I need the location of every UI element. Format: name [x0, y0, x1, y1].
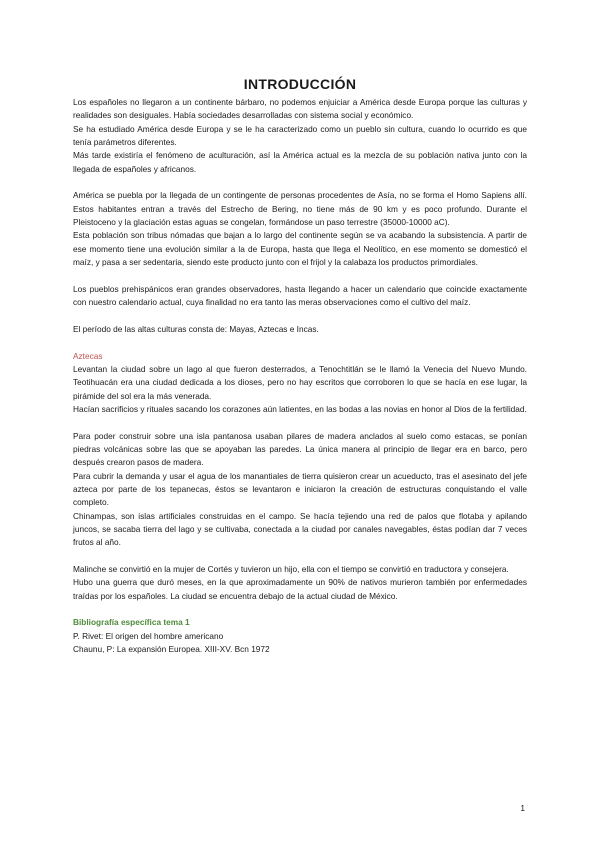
paragraph: Esta población son tribus nómadas que bajan a lo largo del continente según se va acabando la subsistencia. A partir de ese momento tiene una evolución similar a la de Europa, hasta que llega el Neolítico, en ese momento se domesticó el maíz, y pasa a ser sedentaria, siendo este producto junto con el frijol y la calabaza los productos primordiales.	[73, 230, 527, 268]
bibliography-title: Bibliografía específica tema 1	[73, 617, 190, 628]
spacer	[73, 176, 527, 189]
paragraph: El período de las altas culturas consta de: Mayas, Aztecas e Incas.	[73, 323, 319, 334]
paragraph: Chinampas, son islas artificiales construidas en el campo. Se hacía tejiendo una red de palos que flotaba y apilando juncos, se sacaba tierra del lago y se cultivaba, conectada a la ciudad por canales navegables, éstas podían dar 7 veces frutos al año.	[73, 510, 527, 548]
paragraph: Para poder construir sobre una isla pantanosa usaban pilares de madera anclados al suelo como estacas, se ponían piedras volcánicas sobre las que se apoyaban las paredes. La única manera al principio de llegar era en barco, pero después crearon pasos de madera.	[73, 430, 527, 468]
paragraph: Malinche se convirtió en la mujer de Cortés y tuvieron un hijo, ella con el tiempo se convirtió en traductora y consejera.	[73, 564, 509, 575]
section-heading-aztecas: Aztecas	[73, 350, 103, 361]
paragraph: Más tarde existiría el fenómeno de aculturación, así la América actual es la mezcla de su población nativa junto con la llegada de españoles y africanos.	[73, 150, 527, 174]
paragraph: Para cubrir la demanda y usar el agua de los manantiales de tierra quisieron crear un acueducto, tras el asesinato del jefe azteca por parte de los tepanecas, éstos se levantaron e iniciaron la creación de estructuras conquistando el valle completo.	[73, 470, 527, 508]
paragraph: América se puebla por la llegada de un contingente de personas procedentes de Asía, no se forma el Homo Sapiens allí. Estos habitantes entran a través del Estrecho de Bering, no tiene más de 90 km y es poco profundo. Durante el Pleistoceno y la glaciación estas aguas se congelan, formándose un paso terrestre (35000-10000 aC).	[73, 190, 527, 228]
document-body	[73, 96, 527, 656]
spacer	[73, 603, 527, 616]
paragraph: Levantan la ciudad sobre un lago al que fueron desterrados, a Tenochtitlán se le llamó la Venecia del Nuevo Mundo. Teotihuacán era una ciudad dedicada a los dioses, pero no hay escritos que corroboren lo que se hacía en ese lugar, la pirámide del sol era la más venerada.	[73, 363, 527, 401]
spacer	[73, 416, 527, 429]
paragraph: Los españoles no llegaron a un continente bárbaro, no podemos enjuiciar a América desde Europa porque las culturas y realidades son desiguales. Había sociedades desarrolladas con sistema social y económico.	[73, 97, 527, 121]
spacer	[73, 550, 527, 563]
spacer	[73, 269, 527, 282]
spacer	[73, 310, 527, 323]
document-title: INTRODUCCIÓN	[243, 76, 357, 92]
bibliography-item: P. Rivet: El origen del hombre americano	[73, 630, 224, 641]
page-number: 1	[520, 803, 525, 813]
paragraph: Hubo una guerra que duró meses, en la que aproximadamente un 90% de nativos murieron también por enfermedades traídas por los españoles. La ciudad se encuentra debajo de la actual ciudad de México.	[73, 577, 527, 601]
bibliography-item: Chaunu, P: La expansión Europea. XIII-XV. Bcn 1972	[73, 644, 270, 655]
paragraph: Se ha estudiado América desde Europa y se le ha caracterizado como un pueblo sin cultura, cuando lo ocurrido es que tenía parámetros diferentes.	[73, 123, 527, 148]
paragraph: Los pueblos prehispánicos eran grandes observadores, hasta llegando a hacer un calendario que coincide exactamente con nuestro calendario actual, cuya finalidad no era tanto las meras observaciones como el cultivo del maíz.	[73, 283, 527, 308]
paragraph: Hacían sacrificios y rituales sacando los corazones aún latientes, en las bodas a las novias en honor al Dios de la fertilidad.	[73, 403, 527, 414]
spacer	[73, 336, 527, 349]
